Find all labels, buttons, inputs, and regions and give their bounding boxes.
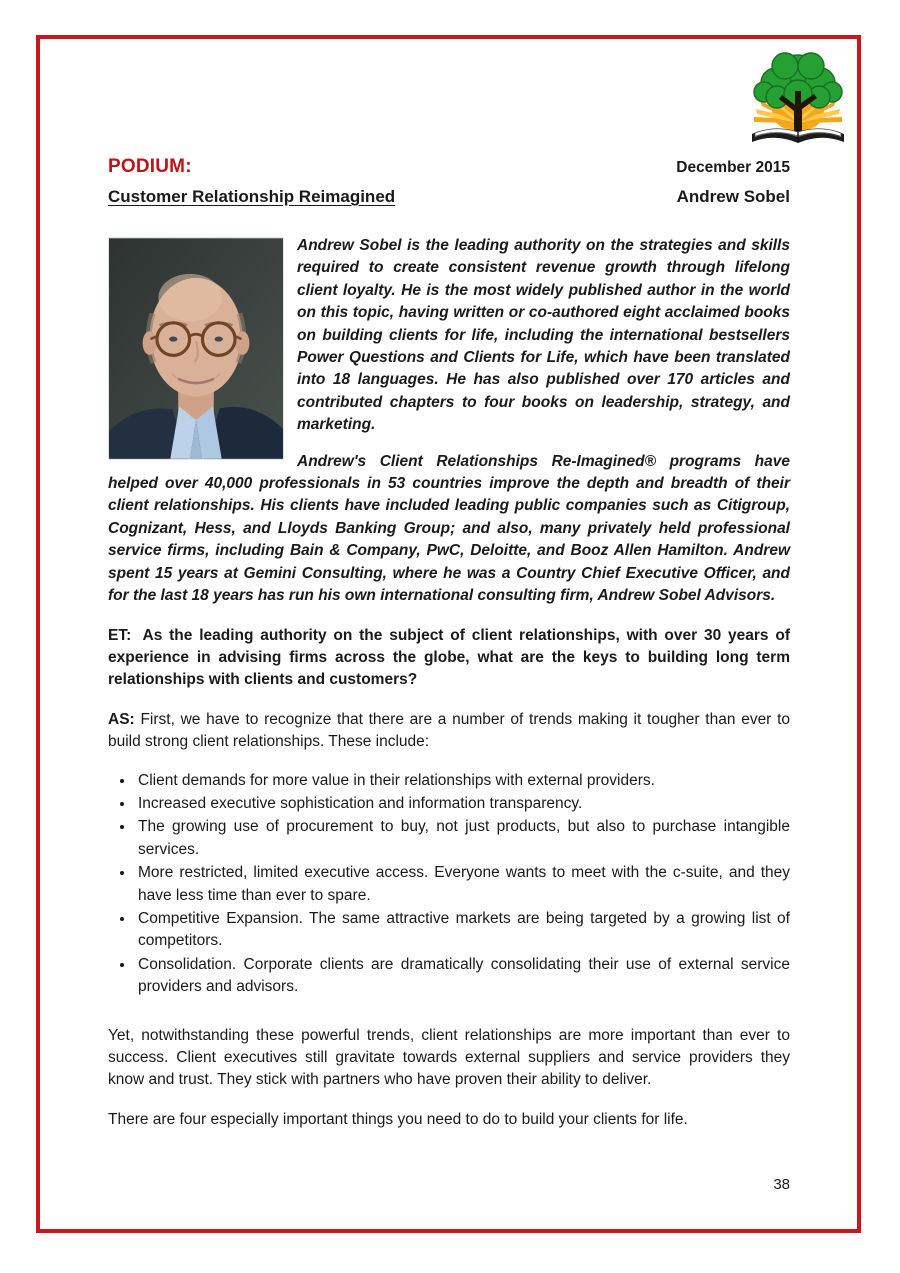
page-number: 38	[773, 1176, 790, 1193]
bio-section	[108, 235, 790, 608]
speaker-label-et: ET:	[108, 626, 132, 644]
tree-book-logo-icon	[742, 47, 854, 155]
header-row-2	[108, 187, 790, 207]
issue-date: December 2015	[676, 159, 790, 176]
article-title: Customer Relationship Reimagined	[108, 187, 396, 206]
article-content	[108, 156, 790, 1131]
bio-paragraph-1: Andrew Sobel is the leading authority on the strategies and skills required to create consistent revenue growth through lifelong client loyalty. He is the most widely published author in the world on this topic, having written or co-authored eight acclaimed books on building clients for life, including the international bestsellers Power Questions and Clients for Life, which have been translated into 18 languages. He has also published over 170 articles and contributed chapters to four books on leadership, strategy, and marketing.	[297, 237, 790, 434]
podium-section-label: PODIUM:	[108, 156, 192, 177]
list-item: • Consolidation. Corporate clients are dramatically consolidating their use of external service providers and advisors.	[135, 954, 790, 999]
question-et	[108, 625, 790, 692]
author-name: Andrew Sobel	[676, 187, 790, 206]
list-item: • Increased executive sophistication and information transparency.	[135, 793, 790, 815]
list-item: • More restricted, limited executive access. Everyone wants to meet with the c-suite, and they have less time than ever to spare.	[135, 862, 790, 907]
question-text: As the leading authority on the subject of client relationships, with over 30 years of experience in advising firms across the globe, what are the keys to building long term relationships with clients and customers?	[108, 626, 791, 689]
answer-text: First, we have to recognize that there are a number of trends making it tougher than ever to build strong client relationships. These include:	[108, 710, 790, 751]
list-item: • The growing use of procurement to buy, not just products, but also to purchase intangible services.	[135, 816, 790, 861]
speaker-label-as: AS:	[108, 710, 135, 728]
trends-list	[108, 770, 790, 999]
closing-paragraph-2: There are four especially important things you need to do to build your clients for life.	[108, 1110, 688, 1128]
portrait-illustration	[109, 238, 283, 459]
header-row-1	[108, 156, 790, 178]
closing-paragraph-1: Yet, notwithstanding these powerful trends, client relationships are more important than ever to success. Client executives still gravitate towards external suppliers and service providers they know and trust. They stick with partners who have proven their ability to deliver.	[108, 1026, 790, 1089]
author-photo	[108, 237, 284, 460]
list-item: • Client demands for more value in their relationships with external providers.	[135, 770, 790, 792]
list-item: • Competitive Expansion. The same attractive markets are being targeted by a growing list of competitors.	[135, 908, 790, 953]
answer-as	[108, 709, 790, 754]
tree-book-logo	[742, 47, 854, 155]
bio-paragraph-2: Andrew's Client Relationships Re-Imagined® programs have helped over 40,000 professionals in 53 countries improve the depth and breadth of their client relationships. His clients have included leading public companies such as Citigroup, Cognizant, Hess, and Lloyds Banking Group; and also, many privately held professional service firms, including Bain & Company, PwC, Deloitte, and Booz Allen Hamilton. Andrew spent 15 years at Gemini Consulting, where he was a Country Chief Executive Officer, and for the last 18 years has run his own international consulting firm, Andrew Sobel Advisors.	[108, 452, 790, 605]
